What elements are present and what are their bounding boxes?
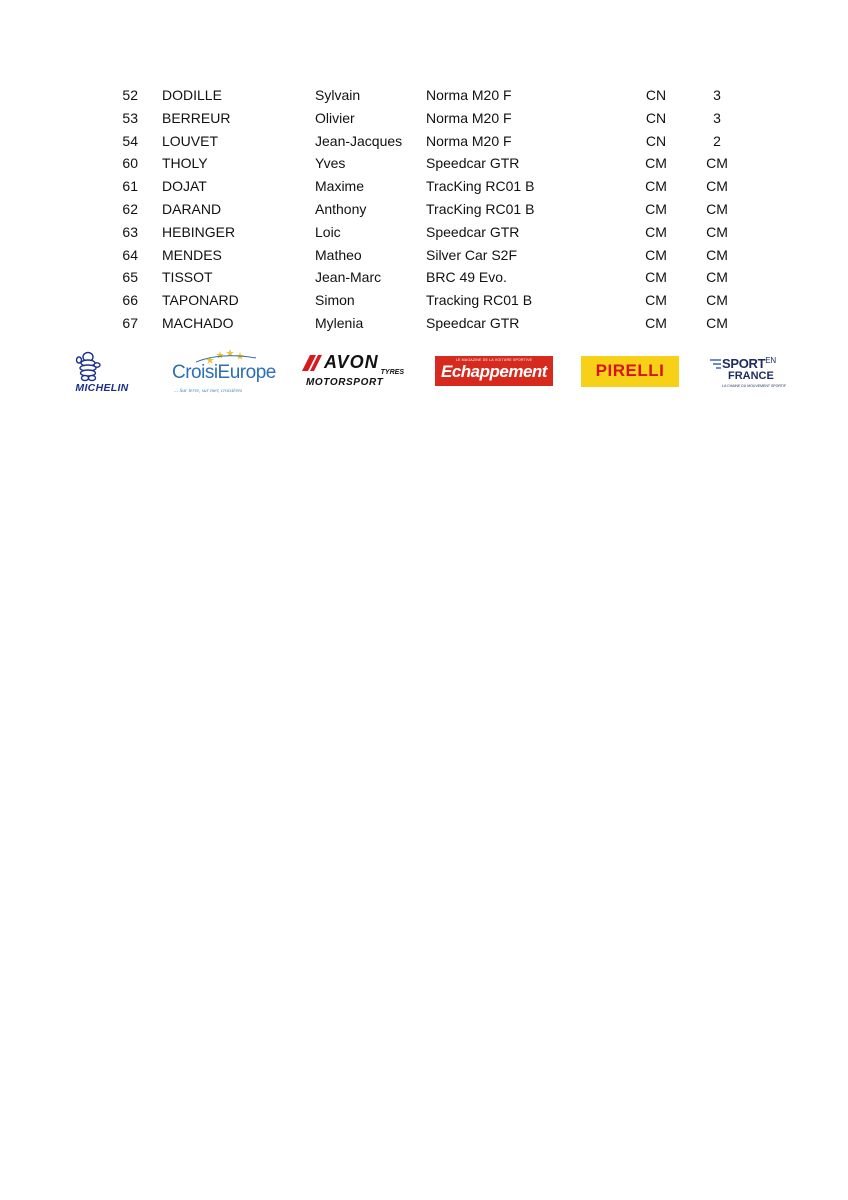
pirelli-logo — [581, 356, 679, 387]
echappement-tagline: LE MAGAZINE DE LA VOITURE SPORTIVE — [455, 358, 533, 362]
table-row — [0, 84, 848, 107]
car-number: 64 — [122, 246, 138, 263]
table-row — [0, 152, 848, 175]
car-model: Speedcar GTR — [426, 155, 520, 172]
driver-last-name: BERREUR — [162, 109, 231, 126]
class-code: CM — [645, 292, 667, 309]
avon-stripes-icon — [302, 355, 324, 371]
pirelli-wordmark: PIRELLI — [595, 361, 665, 380]
class-code: CM — [645, 314, 667, 331]
driver-first-name: Loic — [315, 223, 341, 240]
driver-last-name: MACHADO — [162, 314, 234, 331]
car-model: TracKing RC01 B — [426, 200, 535, 217]
car-number: 63 — [122, 223, 138, 240]
car-model: TracKing RC01 B — [426, 178, 535, 195]
croisieurope-logo — [166, 348, 278, 396]
driver-first-name: Olivier — [315, 109, 355, 126]
class-code: CM — [645, 155, 667, 172]
table-row — [0, 289, 848, 312]
driver-last-name: TAPONARD — [162, 292, 239, 309]
sport-en-france-logo — [708, 354, 787, 392]
michelin-logo — [64, 350, 140, 394]
driver-first-name: Sylvain — [315, 87, 361, 103]
driver-first-name: Anthony — [315, 200, 367, 217]
avon-motorsport-text: MOTORSPORT — [306, 377, 384, 388]
table-row — [0, 198, 848, 221]
michelin-man-icon — [64, 350, 140, 382]
driver-last-name: HEBINGER — [162, 223, 236, 240]
driver-last-name: LOUVET — [162, 132, 219, 149]
entry-list-table — [0, 84, 848, 335]
table-row — [0, 266, 848, 289]
driver-last-name: TISSOT — [162, 269, 213, 286]
driver-first-name: Simon — [315, 292, 355, 309]
table-row — [0, 107, 848, 130]
class-code: CN — [645, 109, 667, 126]
france-word: FRANCE — [728, 370, 774, 382]
car-model: BRC 49 Evo. — [426, 269, 507, 286]
en-word: EN — [765, 356, 776, 365]
table-row — [0, 244, 848, 267]
group-code: 3 — [713, 87, 721, 103]
car-number: 66 — [122, 292, 138, 309]
car-number: 60 — [122, 155, 138, 172]
croisieurope-tagline: ... Sur terre, sur mer, croisières — [174, 388, 243, 394]
class-code: CN — [645, 87, 667, 103]
sport-en-france-tagline: LA CHAINE DU MOUVEMENT SPORTIF — [722, 384, 787, 388]
group-code: CM — [706, 314, 728, 331]
table-row — [0, 175, 848, 198]
car-model: Norma M20 F — [426, 109, 512, 126]
driver-first-name: Jean-Jacques — [315, 132, 403, 149]
group-code: CM — [706, 223, 728, 240]
driver-first-name: Yves — [315, 155, 346, 172]
michelin-wordmark: MICHELIN — [75, 382, 129, 394]
sponsor-logos-strip — [0, 348, 848, 398]
driver-first-name: Jean-Marc — [315, 269, 382, 286]
echappement-wordmark: Echappement — [441, 362, 547, 381]
avon-motorsport-logo — [302, 354, 408, 390]
table-row — [0, 130, 848, 153]
driver-last-name: DODILLE — [162, 87, 222, 103]
echappement-logo — [435, 356, 553, 386]
car-model: Norma M20 F — [426, 132, 512, 149]
sport-wordmark — [722, 356, 776, 371]
car-model: Speedcar GTR — [426, 223, 520, 240]
class-code: CM — [645, 223, 667, 240]
group-code: 2 — [713, 132, 721, 149]
driver-last-name: THOLY — [162, 155, 208, 172]
class-code: CM — [645, 269, 667, 286]
driver-first-name: Matheo — [315, 246, 362, 263]
driver-first-name: Maxime — [315, 178, 365, 195]
group-code: CM — [706, 200, 728, 217]
car-model: Norma M20 F — [426, 87, 512, 103]
car-number: 53 — [122, 109, 138, 126]
class-code: CN — [645, 132, 667, 149]
croisieurope-wordmark: CroisiEurope — [172, 362, 276, 383]
table-row — [0, 221, 848, 244]
car-number: 61 — [122, 178, 138, 195]
driver-last-name: MENDES — [162, 246, 222, 263]
avon-wordmark: AVON — [324, 352, 379, 372]
car-model: Speedcar GTR — [426, 314, 520, 331]
driver-last-name: DARAND — [162, 200, 222, 217]
car-model: Tracking RC01 B — [426, 292, 533, 309]
driver-last-name: DOJAT — [162, 178, 207, 195]
group-code: 3 — [713, 109, 721, 126]
group-code: CM — [706, 246, 728, 263]
group-code: CM — [706, 178, 728, 195]
group-code: CM — [706, 269, 728, 286]
class-code: CM — [645, 178, 667, 195]
driver-first-name: Mylenia — [315, 314, 364, 331]
group-code: CM — [706, 155, 728, 172]
sport-word: SPORT — [722, 356, 766, 371]
car-number: 65 — [122, 269, 138, 286]
car-number: 67 — [122, 314, 138, 331]
table-row — [0, 312, 848, 335]
speed-lines-icon — [708, 358, 722, 370]
class-code: CM — [645, 246, 667, 263]
group-code: CM — [706, 292, 728, 309]
class-code: CM — [645, 200, 667, 217]
car-model: Silver Car S2F — [426, 246, 518, 263]
car-number: 52 — [122, 87, 138, 103]
car-number: 54 — [122, 132, 138, 149]
avon-tyres-text: TYRES — [380, 369, 404, 376]
car-number: 62 — [122, 200, 138, 217]
